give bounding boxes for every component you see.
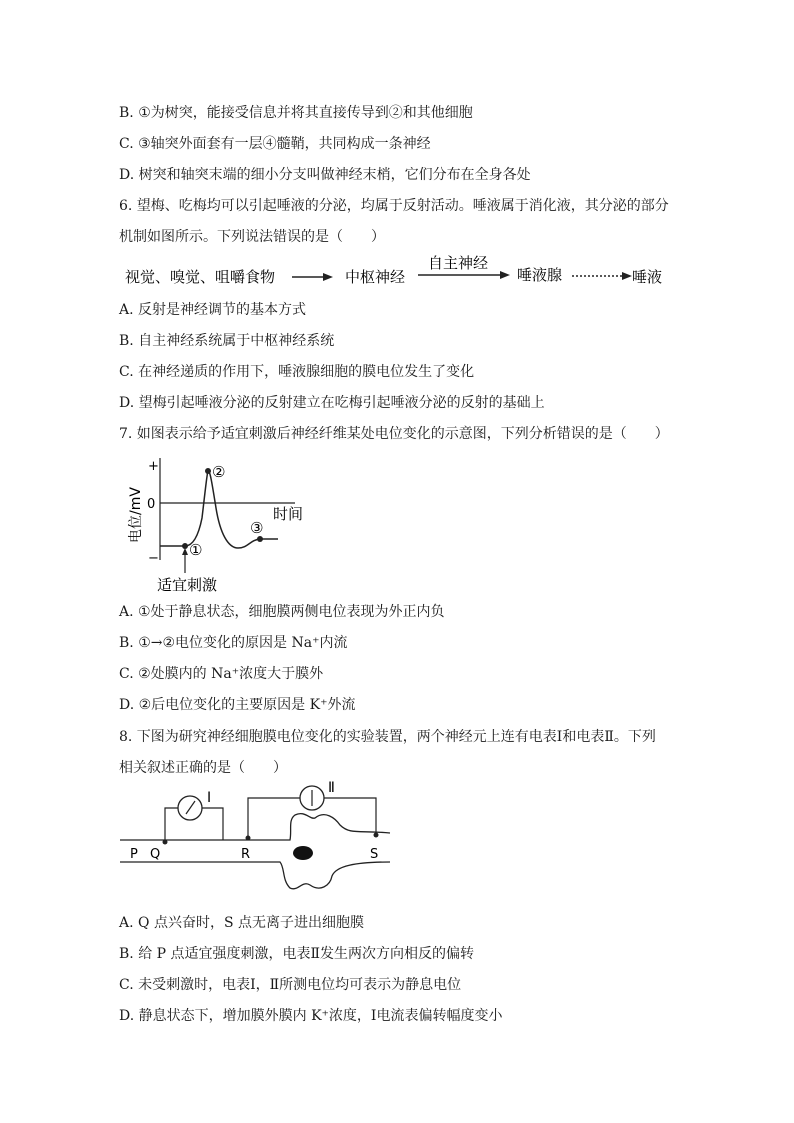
flow-node-gland: 唾液腺 <box>517 266 563 284</box>
fig8-label-r: R <box>241 847 251 862</box>
flow-node-stimulus: 视觉、嗅觉、咀嚼食物 <box>125 268 276 286</box>
q6-option-c: C. 在神经递质的作用下，唾液腺细胞的膜电位发生了变化 <box>119 364 475 380</box>
fig7-stimulus-label: 适宜刺激 <box>157 576 218 594</box>
q8-option-d: D. 静息状态下，增加膜外膜内 K⁺浓度，Ⅰ电流表偏转幅度变小 <box>119 1008 503 1024</box>
fig7-tick-minus: − <box>148 551 159 566</box>
q5-option-c: C. ③轴突外面套有一层④髓鞘，共同构成一条神经 <box>119 136 431 152</box>
q6-option-b: B. 自主神经系统属于中枢神经系统 <box>119 333 335 349</box>
fig8-electrode-r <box>246 836 251 841</box>
q7-stem: 7. 如图表示给予适宜刺激后神经纤维某处电位变化的示意图，下列分析错误的是（ ） <box>119 426 669 442</box>
q8-option-c: C. 未受刺激时，电表Ⅰ，Ⅱ所测电位均可表示为静息电位 <box>119 977 462 993</box>
q8-stem-line1: 8. 下图为研究神经细胞膜电位变化的实验装置，两个神经元上连有电表Ⅰ和电表Ⅱ。下列 <box>119 729 656 745</box>
flow-node-center: 中枢神经 <box>345 268 406 286</box>
q7-option-c: C. ②处膜内的 Na⁺浓度大于膜外 <box>119 666 324 682</box>
fig8-label-s: S <box>370 847 379 862</box>
q5-option-b: B. ①为树突，能接受信息并将其直接传导到②和其他细胞 <box>119 105 473 121</box>
fig8-electrode-s <box>374 833 379 838</box>
fig8-meter-2-label: Ⅱ <box>328 780 335 796</box>
q6-stem-line2: 机制如图所示。下列说法错误的是（ ） <box>119 229 385 245</box>
fig8-label-p: P <box>130 847 138 862</box>
fig7-point-2-label: ② <box>212 463 226 481</box>
fig7-point-2-dot <box>205 468 211 474</box>
fig8-fiber-bottom <box>120 862 390 889</box>
fig8-meter-1-label: I <box>207 790 212 806</box>
fig8-meter-1-wire-left <box>165 808 178 842</box>
q6-option-d: D. 望梅引起唾液分泌的反射建立在吃梅引起唾液分泌的反射的基础上 <box>119 395 545 411</box>
q8-option-a: A. Q 点兴奋时，S 点无离子进出细胞膜 <box>119 915 364 931</box>
fig8-label-q: Q <box>150 847 161 862</box>
q5-option-d: D. 树突和轴突末端的细小分支叫做神经末梢，它们分布在全身各处 <box>119 167 531 183</box>
fig7-point-3-label: ③ <box>250 519 264 537</box>
fig7-tick-plus: + <box>148 459 159 474</box>
fig7-xlabel: 时间 <box>273 505 304 523</box>
flow-arrow-label: 自主神经 <box>428 254 489 272</box>
q8-apparatus-diagram <box>110 780 410 900</box>
flow-node-saliva: 唾液 <box>632 268 663 286</box>
q6-flowchart <box>0 250 794 290</box>
fig7-ylabel: 电位/mV <box>128 487 144 543</box>
fig7-stimulus-arrow-head <box>182 548 188 555</box>
fig8-fiber-top <box>120 814 390 840</box>
fig7-tick-zero: 0 <box>147 497 156 512</box>
q7-option-a: A. ①处于静息状态，细胞膜两侧电位表现为外正内负 <box>119 604 445 620</box>
q6-option-a: A. 反射是神经调节的基本方式 <box>119 302 307 318</box>
flow-arrow-2-head <box>500 271 510 279</box>
q8-option-b: B. 给 P 点适宜强度刺激，电表Ⅱ发生两次方向相反的偏转 <box>119 946 475 962</box>
fig7-point-1-label: ① <box>189 541 203 559</box>
fig8-meter-1-wire-right <box>202 808 223 840</box>
q8-stem-line2: 相关叙述正确的是（ ） <box>119 760 287 776</box>
flow-arrow-3-head <box>622 272 632 280</box>
q7-option-b: B. ①→②电位变化的原因是 Na⁺内流 <box>119 635 348 651</box>
q6-stem-line1: 6. 望梅、吃梅均可以引起唾液的分泌，均属于反射活动。唾液属于消化液，其分泌的部分 <box>119 198 669 214</box>
q7-potential-graph <box>110 448 330 598</box>
flow-arrow-1-head <box>323 273 333 281</box>
fig8-nucleus <box>293 846 313 860</box>
q7-option-d: D. ②后电位变化的主要原因是 K⁺外流 <box>119 697 356 713</box>
fig8-electrode-q <box>163 840 168 845</box>
